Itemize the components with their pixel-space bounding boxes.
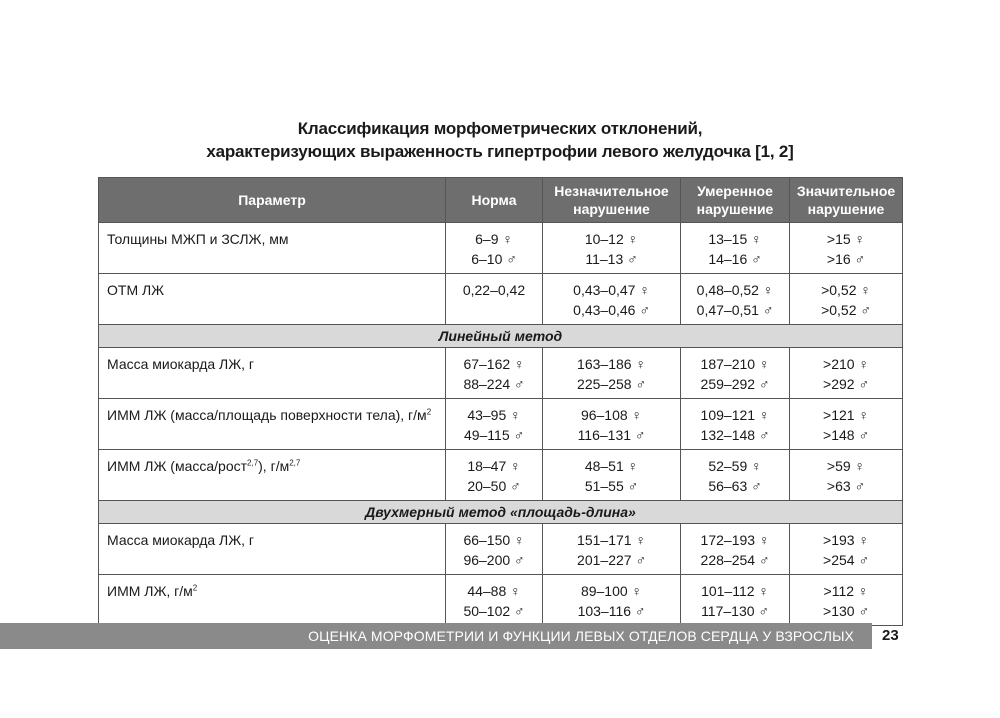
table-row — [99, 399, 903, 450]
value-cell: >0,52 ♀ >0,52 ♂ — [790, 274, 903, 325]
table-title-line-1: Классификация морфометрических отклонений, — [297, 119, 703, 138]
param-cell: ИММ ЛЖ (масса/площадь поверхности тела), $г/м^2$ — [99, 399, 446, 450]
param-cell: Масса миокарда ЛЖ, г — [99, 348, 446, 399]
table-row — [99, 274, 903, 325]
value-cell: 48–51 ♀ 51–55 ♂ — [543, 450, 681, 501]
table-row — [99, 524, 903, 575]
section-title: Линейный метод — [99, 325, 903, 348]
value-cell: 13–15 ♀ 14–16 ♂ — [681, 223, 790, 274]
value-cell: 44–88 ♀ 50–102 ♂ — [446, 575, 543, 626]
value-cell: >193 ♀ >254 ♂ — [790, 524, 903, 575]
table-row — [99, 348, 903, 399]
value-cell: 89–100 ♀ 103–116 ♂ — [543, 575, 681, 626]
value-cell: 151–171 ♀ 201–227 ♂ — [543, 524, 681, 575]
header-parameter: Параметр — [99, 178, 446, 223]
param-cell: ОТМ ЛЖ — [99, 274, 446, 325]
table-title-line-2: характеризующих выраженность гипертрофии левого желудочка [1, 2] — [206, 142, 794, 161]
header-minor: Незначительное нарушение — [543, 178, 681, 223]
param-cell: Толщины МЖП и ЗСЛЖ, мм — [99, 223, 446, 274]
param-cell: ИММ ЛЖ (масса/рост$^{2,7}$), $г/м^{2,7}$ — [99, 450, 446, 501]
table-row — [99, 223, 903, 274]
value-cell: 0,43–0,47 ♀ 0,43–0,46 ♂ — [543, 274, 681, 325]
param-cell: Масса миокарда ЛЖ, г — [99, 524, 446, 575]
section-row-2d — [99, 501, 903, 524]
value-cell: 187–210 ♀ 259–292 ♂ — [681, 348, 790, 399]
section-row-linear — [99, 325, 903, 348]
value-cell: 10–12 ♀ 11–13 ♂ — [543, 223, 681, 274]
header-severe: Значительное нарушение — [790, 178, 903, 223]
param-cell: ИММ ЛЖ, $г/м^2$ — [99, 575, 446, 626]
value-cell: >210 ♀ >292 ♂ — [790, 348, 903, 399]
value-cell: >15 ♀ >16 ♂ — [790, 223, 903, 274]
value-cell: 43–95 ♀ 49–115 ♂ — [446, 399, 543, 450]
table-title — [0, 117, 1000, 163]
value-cell: 18–47 ♀ 20–50 ♂ — [446, 450, 543, 501]
value-cell: 0,48–0,52 ♀ 0,47–0,51 ♂ — [681, 274, 790, 325]
value-cell: 163–186 ♀ 225–258 ♂ — [543, 348, 681, 399]
value-cell: 52–59 ♀ 56–63 ♂ — [681, 450, 790, 501]
section-title: Двухмерный метод «площадь-длина» — [99, 501, 903, 524]
running-title: ОЦЕНКА МОРФОМЕТРИИ И ФУНКЦИИ ЛЕВЫХ ОТДЕЛОВ СЕРДЦА У ВЗРОСЛЫХ — [308, 628, 854, 644]
value-cell: >121 ♀ >148 ♂ — [790, 399, 903, 450]
value-cell: 0,22–0,42 — [446, 274, 543, 325]
value-cell: >112 ♀ >130 ♂ — [790, 575, 903, 626]
classification-table — [98, 177, 903, 626]
value-cell: 172–193 ♀ 228–254 ♂ — [681, 524, 790, 575]
table-header-row — [99, 178, 903, 223]
value-cell: 101–112 ♀ 117–130 ♂ — [681, 575, 790, 626]
value-cell: 109–121 ♀ 132–148 ♂ — [681, 399, 790, 450]
table-row — [99, 450, 903, 501]
value-cell: >59 ♀ >63 ♂ — [790, 450, 903, 501]
value-cell: 96–108 ♀ 116–131 ♂ — [543, 399, 681, 450]
table-row — [99, 575, 903, 626]
footer-bar — [0, 623, 872, 649]
header-norm: Норма — [446, 178, 543, 223]
page-number: 23 — [882, 627, 899, 644]
header-moderate: Умеренное нарушение — [681, 178, 790, 223]
value-cell: 67–162 ♀ 88–224 ♂ — [446, 348, 543, 399]
value-cell: 6–9 ♀ 6–10 ♂ — [446, 223, 543, 274]
value-cell: 66–150 ♀ 96–200 ♂ — [446, 524, 543, 575]
